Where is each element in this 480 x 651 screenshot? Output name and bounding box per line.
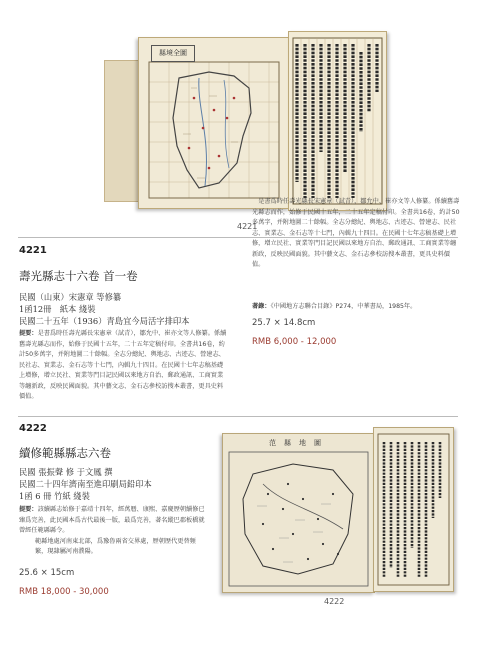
county-map-illustration bbox=[223, 434, 374, 592]
lot-edition: 民國二十五年（1936）青島宜今局活字排印本 bbox=[19, 316, 190, 326]
lot1-image-caption: 4221 bbox=[237, 222, 258, 231]
note-text: 是書爲時任壽光縣長宋憲章（試青），鄒允中、崔亦文等人修纂。係續舊壽光縣志而作，始修于民國十五年，二十五年定稿付印。全書共16卷，約計50多萬字，并附地圖二十餘幅。全志分總紀、輿地志、古迹志、營建志、民社志、實業志、金石志等十七門，內輯九十四目。在民國十七年志稿基礎上增修，增立民社、實業等門目記民國以來地方自治、郵政通訊、工商實業等纏新政，反映民國面貌。其中藝文志、金石志參校訪搜本叢書，更具史料價值。 bbox=[19, 330, 227, 400]
note-label: 提要： bbox=[19, 506, 38, 513]
lot-note bbox=[19, 505, 207, 558]
lot-meta bbox=[19, 291, 239, 327]
lot-title: 續修範縣縣志六卷 bbox=[19, 446, 111, 460]
source-text: 《中國地方志聯合目錄》P274，中華書局，1985年。 bbox=[270, 303, 417, 310]
lot-size: 25.6 × 15cm bbox=[19, 568, 75, 578]
vertical-text-columns bbox=[289, 32, 386, 210]
lot-format: 1函12冊 紙本 綫裝 bbox=[19, 304, 96, 314]
lot-title: 壽光縣志十六卷 首一卷 bbox=[19, 269, 138, 283]
book-text-page bbox=[373, 427, 454, 592]
lot2-image-caption: 4222 bbox=[324, 597, 345, 606]
lot-source bbox=[252, 302, 467, 313]
lot-author: 民國 張振聲 修 于文鳳 撰 bbox=[19, 467, 113, 477]
note-label: 提要： bbox=[19, 330, 38, 337]
lot-number: 4222 bbox=[19, 423, 47, 434]
vertical-text-columns bbox=[374, 428, 453, 591]
map-title-label: 范縣地圖 bbox=[269, 439, 329, 447]
lot-edition: 民國二十四年濟南至進印刷局鉛印本 bbox=[19, 479, 152, 489]
book-text-page bbox=[288, 31, 387, 211]
lot-size: 25.7 × 14.8cm bbox=[252, 318, 316, 328]
lot-number: 4221 bbox=[19, 245, 47, 256]
lot-author: 民國（山東）宋憲章 等修纂 bbox=[19, 292, 122, 302]
book-spine-stack bbox=[104, 60, 142, 202]
section-divider bbox=[18, 416, 458, 417]
lot-price: RMB 18,000 - 30,000 bbox=[19, 587, 109, 597]
book-map-page bbox=[138, 37, 290, 209]
note-paragraph-1: 該續縣志始修于嘉靖十四年，經萬曆、康熙、嘉慶歷朝續修已臻爲完善，此民國本爲古代最後一版，最爲完善，著名縱巴郡板橋就曾經任範縣縣令。 bbox=[19, 506, 205, 534]
lot-format: 1函 6 冊 竹紙 綫裝 bbox=[19, 491, 90, 501]
note-text-continued: 是書爲時任壽光縣長宋憲章（試青），鄒允中、崔亦文等人修纂。係續舊壽光縣志而作，始修于民國十五年，二十五年定稿付印。全書共16卷，約計50多萬字，并附地圖二十餘幅。全志分總紀、輿地志、古迹志、營建志、民社志、實業志、金石志等十七門，內輯九十四目。在民國十七年志稿基礎上增修，增立民社、實業等門目記民國以來地方自治、郵政通訊、工商實業等纏新政，反映民國面貌。其中藝文志、金石志參校訪搜本叢書，更具史料價值。 bbox=[252, 198, 460, 268]
county-map-illustration bbox=[139, 38, 289, 208]
book-map-page bbox=[222, 433, 375, 593]
lot-note-col2 bbox=[252, 198, 462, 302]
map-title-label: 縣境全圖 bbox=[151, 45, 195, 62]
lot-meta bbox=[19, 466, 214, 502]
source-label: 著錄： bbox=[252, 303, 271, 310]
lot-note-col1 bbox=[19, 329, 229, 400]
note-paragraph-2: 範縣地處河南東北部，爲豫魯兩省交界處，歷朝歷代更替頻繁，現隸屬河南濮陽。 bbox=[35, 537, 196, 555]
lot-price: RMB 6,000 - 12,000 bbox=[252, 337, 337, 347]
